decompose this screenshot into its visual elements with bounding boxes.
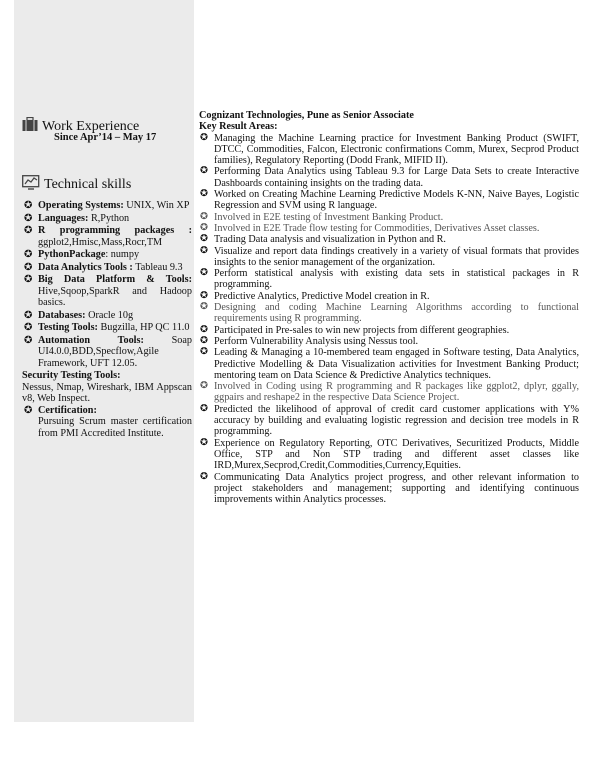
security-tools-value: Nessus, Nmap, Wireshark, IBM Appscan v8, Web Inspect.	[22, 381, 192, 404]
bullet-icon: ✪	[200, 234, 208, 245]
kra-item: ✪ Participated in Pre-sales to win new projects from different geographies.	[200, 324, 510, 336]
bullet-icon: ✪	[24, 249, 33, 260]
bullet-icon: ✪	[200, 302, 208, 313]
bullet-icon: ✪	[24, 261, 33, 273]
company-role: Cognizant Technologies, Pune as Senior Associate	[199, 110, 414, 121]
skill-item: ✪ Languages: R,Python	[24, 212, 130, 224]
bullet-icon: ✪	[24, 225, 33, 236]
kra-item: ✪ Perform statistical analysis with existing data sets in statistical packages in R programming.	[200, 268, 579, 291]
kra-item: ✪ Trading Data analysis and visualization in Python and R.	[200, 234, 446, 246]
monitor-chart-icon	[22, 175, 40, 195]
bullet-icon: ✪	[200, 403, 208, 414]
bullet-icon: ✪	[200, 324, 208, 335]
bullet-icon: ✪	[200, 290, 208, 301]
bullet-icon: ✪	[200, 437, 208, 448]
technical-skills-title: Technical skills	[44, 177, 132, 192]
kra-item: ✪ Leading & Managing a 10-membered team engaged in Software testing, Data Analytics, Predictive Modelling & Data Visualization activities for Investment Banking Product; mentoring team on Data Science & Predictive Analytics techniques.	[200, 347, 579, 381]
bullet-icon: ✪	[200, 471, 208, 482]
bullet-icon: ✪	[200, 335, 208, 346]
bullet-icon: ✪	[200, 268, 208, 279]
certification-value: Pursuing Scrum master certification from PMI Accredited Institute.	[38, 416, 192, 439]
kra-item: ✪ Visualize and report data findings creatively in a variety of visual formats that provides insights to the senior management of the organization.	[200, 245, 579, 268]
kra-item: ✪ Communicating Data Analytics project progress, and other relevant information to project stakeholders and management; supporting and identifying continuous improvements within Analytics processes.	[200, 471, 579, 506]
bullet-icon: ✪	[200, 222, 208, 233]
bullet-icon: ✪	[24, 200, 33, 211]
kra-item: ✪ Designing and coding Machine Learning Algorithms according to functional requirements using R programming.	[200, 302, 579, 325]
skill-item: ✪ PythonPackage: numpy	[24, 249, 140, 260]
briefcase-icon	[22, 117, 38, 137]
employment-period: Since Apr’14 – May 17	[54, 132, 157, 143]
bullet-icon: ✪	[24, 322, 33, 333]
skill-item: ✪ Operating Systems: UNIX, Win XP	[24, 200, 190, 211]
bullet-icon: ✪	[24, 274, 33, 285]
kra-item: ✪ Perform Vulnerability Analysis using Nessus tool.	[200, 335, 419, 347]
technical-skills-heading	[22, 175, 131, 195]
bullet-icon: ✪	[200, 381, 208, 392]
bullet-icon: ✪	[24, 309, 33, 321]
skill-item: ✪ Automation Tools: Soap UI4.0.0,BDD,Specflow,Agile Framework, UFT 12.05.	[24, 334, 192, 369]
kra-item: ✪ Involved in E2E Trade flow testing for Commodities, Derivatives Asset classes.	[200, 222, 540, 234]
skill-item: ✪ Databases: Oracle 10g	[24, 309, 134, 321]
skill-item: ✪ Testing Tools: Bugzilla, HP QC 11.0	[24, 322, 190, 333]
security-tools	[22, 370, 192, 405]
kra-item: ✪ Managing the Machine Learning practice for Investment Banking Product (SWIFT, DTCC, Commodities, Falcon, Electronic confirmations Comm, Murex, Secprod Product families), Regulatory Reporting (Dodd Frank, MIFID II).	[200, 132, 579, 167]
bullet-icon: ✪	[200, 189, 208, 200]
skill-item: ✪ Big Data Platform & Tools: Hive,Sqoop,SparkR and Hadoop basics.	[24, 274, 192, 308]
bullet-icon: ✪	[24, 404, 33, 416]
kra-item: ✪ Performing Data Analytics using Tableau 9.3 for Large Data Sets to create Interactive Dashboards containing insights on the trading data.	[200, 166, 579, 189]
skill-item: ✪ Data Analytics Tools : Tableau 9.3	[24, 261, 183, 273]
kra-item: ✪ Predicted the likelihood of approval of credit card customer applications with Y% accuracy by building and evaluating logistic regression and decision tree models in R programming.	[200, 403, 579, 438]
security-tools-label: Security Testing Tools:	[22, 370, 121, 381]
work-experience-title: Work Experience	[42, 119, 140, 134]
certification-item: ✪ Certification: Pursuing Scrum master certification from PMI Accredited Institute.	[24, 404, 192, 439]
kra-item: ✪ Predictive Analytics, Predictive Model creation in R.	[200, 290, 430, 302]
bullet-icon: ✪	[200, 211, 208, 222]
bullet-icon: ✪	[24, 334, 33, 346]
kra-item: ✪ Involved in Coding using R programming and R packages like ggplot2, dplyr, ggally, ggpairs and reshape2 in the respective Data Science Project.	[200, 381, 579, 404]
bullet-icon: ✪	[200, 347, 208, 358]
kra-item: ✪ Experience on Regulatory Reporting, OTC Derivatives, Securitized Products, Middle Office, STP and Non STP trading and different asset classes like IRD,Murex,Secprod,Credit,Commodities,Currency,Equities.	[200, 437, 579, 472]
bullet-icon: ✪	[200, 132, 208, 143]
kra-item: ✪ Worked on Creating Machine Learning Predictive Models K-NN, Naive Bayes, Logistic Regression and SVM using R language.	[200, 189, 579, 212]
bullet-icon: ✪	[24, 212, 33, 224]
experience-details	[199, 110, 579, 505]
bullet-icon: ✪	[200, 245, 208, 256]
kra-item: ✪ Involved in E2E testing of Investment Banking Product.	[200, 211, 444, 223]
skill-item: ✪ R programming packages : ggplot2,Hmisc,Mass,Rocr,TM	[24, 225, 192, 248]
kra-title: Key Result Areas:	[199, 121, 278, 133]
bullet-icon: ✪	[200, 166, 208, 177]
skills-list	[22, 200, 192, 440]
